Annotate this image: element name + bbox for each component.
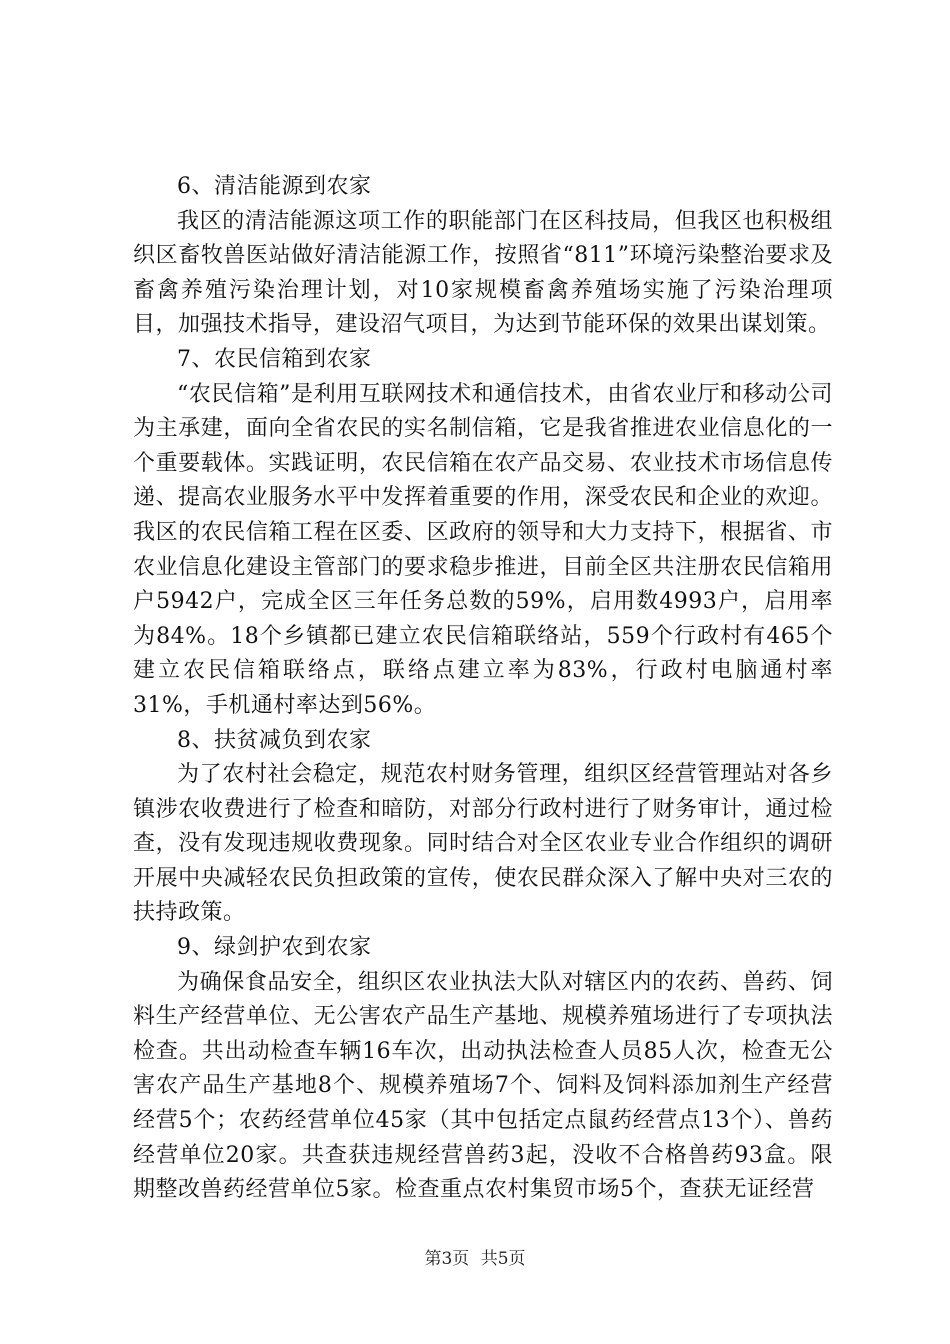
section-body-9: 为确保食品安全，组织区农业执法大队对辖区内的农药、兽药、饲料生产经营单位、无公害农产品生产基地、规模养殖场进行了专项执法检查。共出动检查车辆16车次，出动执法检查人员85人次，检查无公害农产品生产基地8个、规模养殖场7个、饲料及饲料添加剂生产经营经营5个；农药经营单位45家（其中包括定点鼠药经营点13个）、兽药经营单位20家。共查获违规经营兽药3起，没收不合格兽药93盒。限期整改兽药经营单位5家。检查重点农村集贸市场5个，查获无证经营 <box>133 969 833 1203</box>
document-body <box>133 170 833 1208</box>
page-total: 共5页 <box>480 1249 526 1269</box>
section-heading-8: 8、扶贫减负到农家 <box>177 727 372 753</box>
page-footer <box>0 1244 950 1269</box>
section-heading-6: 6、清洁能源到农家 <box>177 174 372 199</box>
section-body-6: 我区的清洁能源这项工作的职能部门在区科技局，但我区也积极组织区畜牧兽医站做好清洁能源工作，按照省“811”环境污染整治要求及畜禽养殖污染治理计划，对10家规模畜禽养殖场实施了污染治理项目，加强技术指导，建设沼气项目，为达到节能环保的效果出谋划策。 <box>133 208 833 338</box>
section-heading-7: 7、农民信箱到农家 <box>177 346 372 372</box>
page-number: 第3页 <box>424 1249 470 1269</box>
section-heading-9: 9、绿剑护农到农家 <box>177 935 372 961</box>
section-body-7: “农民信箱”是利用互联网技术和通信技术，由省农业厅和移动公司为主承建，面向全省农民的实名制信箱，它是我省推进农业信息化的一个重要载体。实践证明，农民信箱在农产品交易、农业技术市场信息传递、提高农业服务水平中发挥着重要的作用，深受农民和企业的欢迎。我区的农民信箱工程在区委、区政府的领导和大力支持下，根据省、市农业信息化建设主管部门的要求稳步推进，目前全区共注册农民信箱用户5942户，完成全区三年任务总数的59%，启用数4993户，启用率为84%。18个乡镇都已建立农民信箱联络站，559个行政村有465个建立农民信箱联络点，联络点建立率为83%，行政村电脑通村率31%，手机通村率达到56%。 <box>133 381 833 718</box>
section-body-8: 为了农村社会稳定，规范农村财务管理，组织区经营管理站对各乡镇涉农收费进行了检查和暗防，对部分行政村进行了财务审计，通过检查，没有发现违规收费现象。同时结合对全区农业专业合作组织的调研开展中央减轻农民负担政策的宣传，使农民群众深入了解中央对三农的扶持政策。 <box>133 762 833 926</box>
